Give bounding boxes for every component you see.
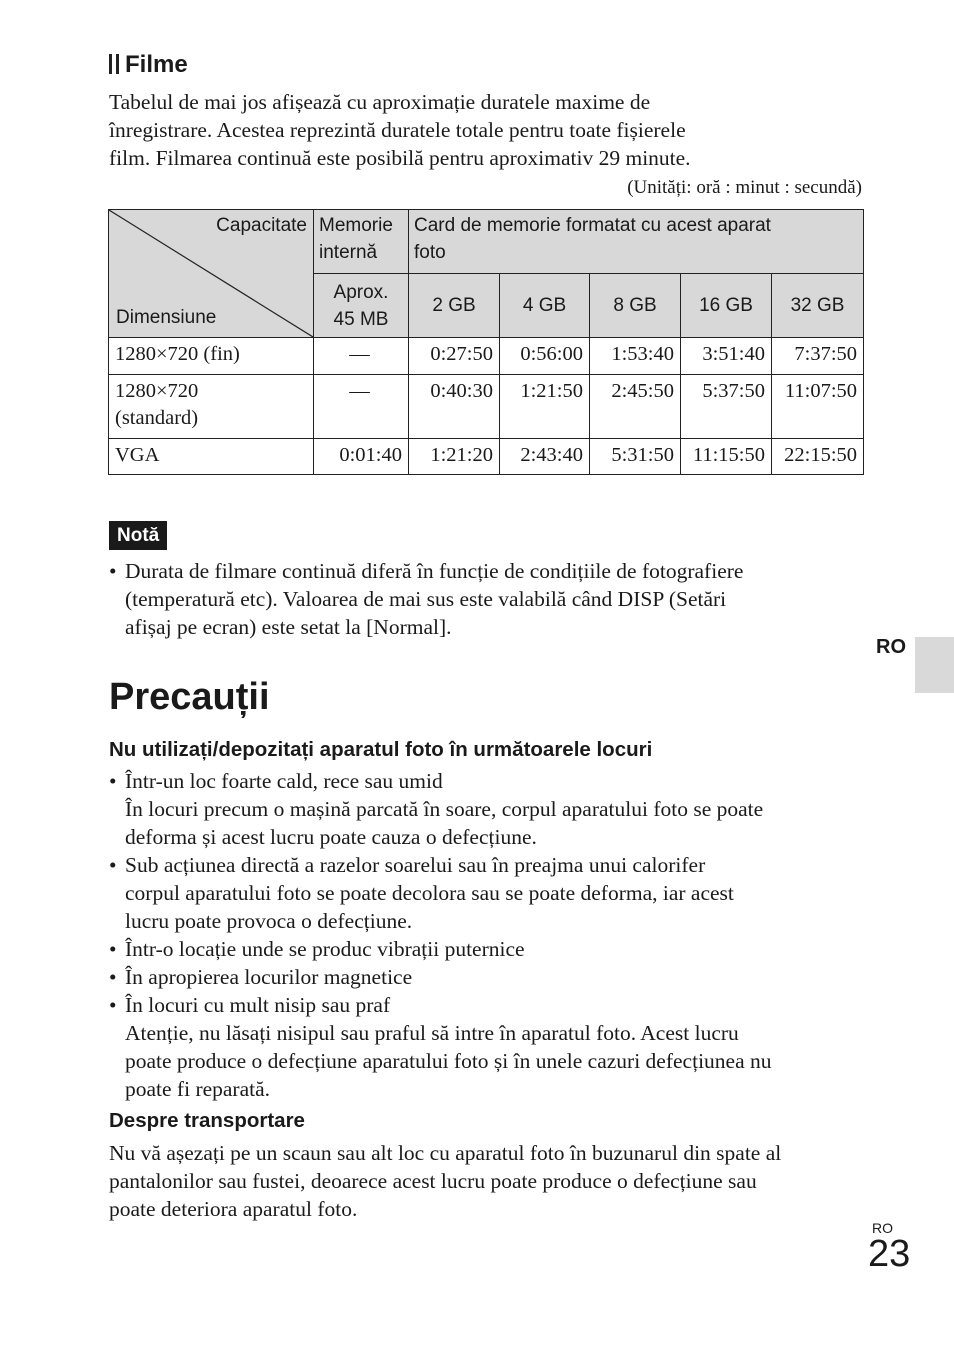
note-line: (temperatură etc). Valoarea de mai sus este valabilă când DISP (Setări (125, 587, 727, 611)
precautions-list (109, 767, 864, 1103)
list-line: lucru poate provoca o defecțiune. (125, 909, 413, 933)
list-line: poate produce o defecțiune aparatului foto și în unele cazuri defecțiunea nu (125, 1049, 772, 1073)
list-line: În locuri cu mult nisip sau praf (125, 993, 391, 1017)
table-cell: 1:21:50 (500, 375, 590, 439)
table-cell: 5:37:50 (681, 375, 772, 439)
table-corner-header (109, 210, 314, 338)
bullet-icon: • (109, 559, 117, 583)
list-line: corpul aparatului foto se poate decolora sau se poate deforma, iar acest (125, 881, 734, 905)
section-title: Filme (125, 51, 188, 78)
list-line: În locuri precum o mașină parcată în soare, corpul aparatului foto se poate (125, 797, 764, 821)
table-cell: 0:01:40 (314, 439, 409, 475)
page-number: 23 (868, 1233, 911, 1275)
header-line: internă (319, 242, 378, 263)
table-row (109, 375, 864, 439)
note-line: afișaj pe ecran) este setat la [Normal]. (125, 615, 452, 639)
transport-line: Nu vă așezați pe un scaun sau alt loc cu aparatul foto în buzunarul din spate al (109, 1141, 782, 1165)
table-cell: 2:43:40 (500, 439, 590, 475)
row-label-line: 1280×720 (115, 380, 199, 402)
page-language: RO (872, 1220, 893, 1236)
row-label-line: (standard) (115, 407, 199, 429)
card-size-header: 8 GB (590, 274, 681, 338)
list-line: Într-un loc foarte cald, rece sau umid (125, 769, 443, 793)
transport-line: pantalonilor sau fustei, deoarece acest lucru poate produce o defecțiune sau (109, 1169, 757, 1193)
intro-paragraph (109, 88, 859, 172)
transport-line: poate deteriora aparatul foto. (109, 1197, 358, 1221)
table-row (109, 439, 864, 475)
language-tab-label: RO (876, 636, 906, 658)
table-cell: 7:37:50 (772, 338, 864, 375)
list-item (109, 963, 864, 991)
bullet-icon: • (109, 853, 117, 877)
bullet-icon: • (109, 769, 117, 793)
table-cell: 0:56:00 (500, 338, 590, 375)
table-cell: 0:40:30 (409, 375, 500, 439)
note-text (109, 557, 859, 641)
table-cell: — (314, 375, 409, 439)
card-size-header: 4 GB (500, 274, 590, 338)
bullet-icon: • (109, 965, 117, 989)
transport-subheading: Despre transportare (109, 1109, 305, 1132)
card-size-header: 16 GB (681, 274, 772, 338)
bullet-icon: • (109, 993, 117, 1017)
locations-subheading: Nu utilizați/depozitați aparatul foto în următoarele locuri (109, 738, 653, 761)
list-line: Sub acțiunea directă a razelor soarelui sau în preajma unui calorifer (125, 853, 706, 877)
header-line: foto (414, 242, 446, 263)
table-cell: — (314, 338, 409, 375)
note-line: Durata de filmare continuă diferă în funcție de condițiile de fotografiere (125, 559, 744, 583)
table-cell: 11:15:50 (681, 439, 772, 475)
row-label (109, 375, 314, 439)
transport-paragraph (109, 1139, 864, 1223)
header-line: Aprox. (333, 281, 389, 303)
list-line: Atenție, nu lăsați nisipul sau praful să intre în aparatul foto. Acest lucru (125, 1021, 739, 1045)
table-row (109, 338, 864, 375)
intro-line: film. Filmarea continuă este posibilă pentru aproximativ 29 minute. (109, 146, 691, 170)
table-cell: 3:51:40 (681, 338, 772, 375)
table-cell: 1:21:20 (409, 439, 500, 475)
list-item (109, 991, 864, 1103)
note-label: Notă (109, 521, 167, 550)
list-line: deforma și acest lucru poate cauza o defecțiune. (125, 825, 537, 849)
table-cell: 11:07:50 (772, 375, 864, 439)
intro-line: înregistrare. Acestea reprezintă duratele totale pentru toate fișierele (109, 118, 686, 142)
language-tab (915, 637, 954, 693)
table-cell: 0:27:50 (409, 338, 500, 375)
corner-dimension-label: Dimensiune (116, 307, 217, 328)
table-cell: 22:15:50 (772, 439, 864, 475)
header-line: Card de memorie formatat cu acest aparat (414, 215, 771, 236)
note-item (109, 557, 859, 641)
list-item (109, 767, 864, 851)
internal-size-header (314, 274, 409, 338)
header-line: Memorie (319, 215, 393, 236)
page-title: Precauții (109, 676, 270, 718)
row-label (109, 439, 314, 475)
bullet-icon: • (109, 937, 117, 961)
section-heading (109, 50, 188, 80)
internal-memory-header (314, 210, 409, 274)
heading-marker-icon (109, 54, 119, 74)
table-cell: 2:45:50 (590, 375, 681, 439)
list-item (109, 935, 864, 963)
card-size-header: 2 GB (409, 274, 500, 338)
memory-card-header (409, 210, 864, 274)
row-label (109, 338, 314, 375)
list-line: poate fi reparată. (125, 1077, 271, 1101)
row-label-line: 1280×720 (fin) (115, 343, 240, 365)
corner-capacity-label: Capacitate (216, 215, 307, 236)
list-line: Într-o locație unde se produc vibrații puternice (125, 937, 525, 961)
table-cell: 1:53:40 (590, 338, 681, 375)
list-line: În apropierea locurilor magnetice (125, 965, 413, 989)
list-item (109, 851, 864, 935)
card-size-header: 32 GB (772, 274, 864, 338)
row-label-line: VGA (115, 444, 160, 466)
units-note: (Unități: oră : minut : secundă) (627, 177, 862, 198)
intro-line: Tabelul de mai jos afișează cu aproximație duratele maxime de (109, 90, 651, 114)
header-line: 45 MB (333, 308, 389, 330)
table-cell: 5:31:50 (590, 439, 681, 475)
recording-time-table (108, 209, 864, 475)
